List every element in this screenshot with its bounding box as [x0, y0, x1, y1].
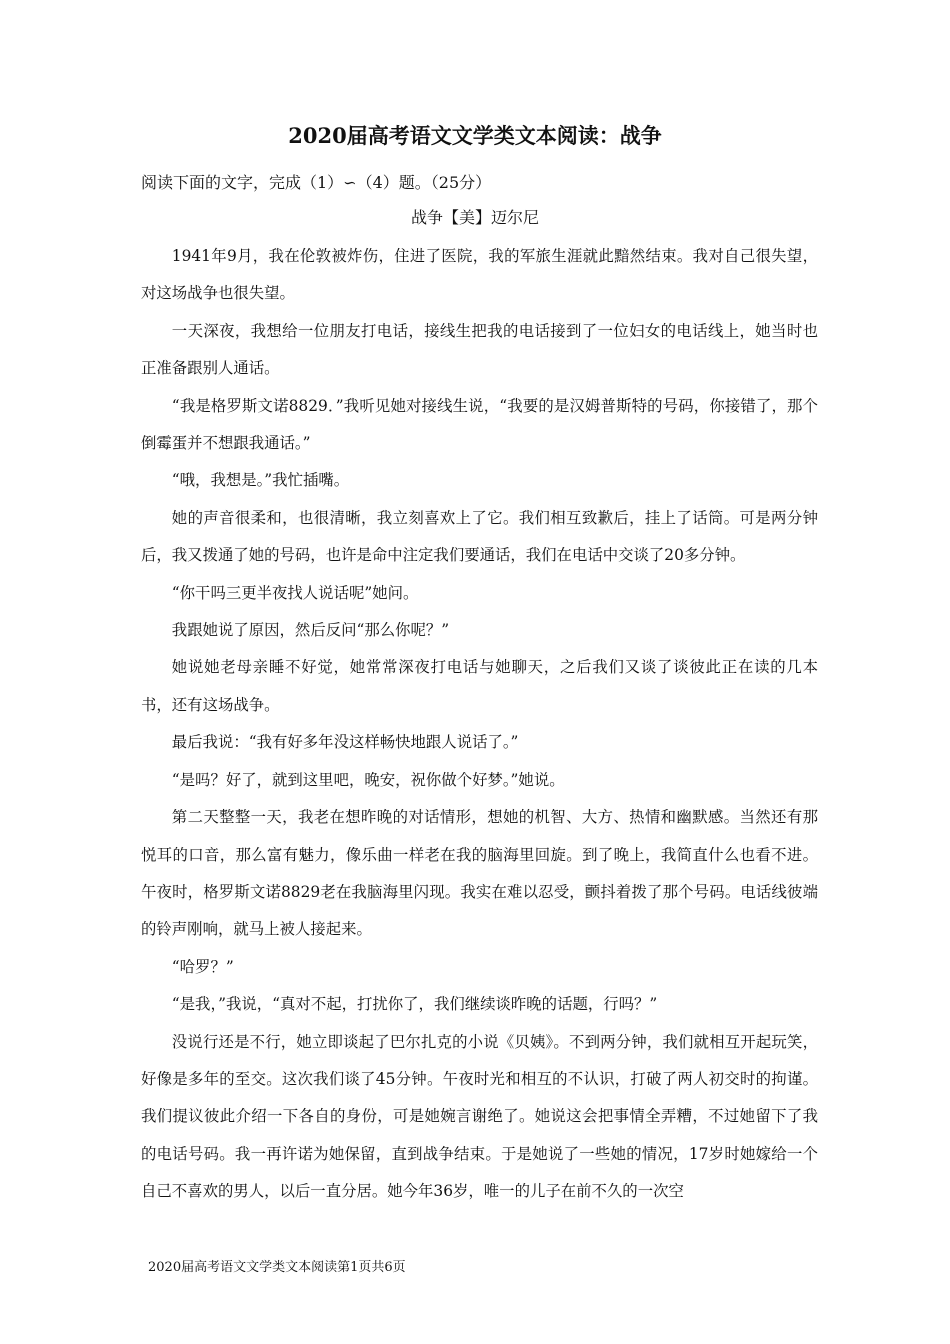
paragraph: 我跟她说了原因，然后反问“那么你呢？”	[171, 621, 450, 640]
paragraph: 一天深夜，我想给一位朋友打电话，接线生把我的电话接到了一位妇女的电话线上，她当时也正准备跟别人通话。	[141, 321, 818, 378]
paragraph: “我是格罗斯文诺8829．”我听见她对接线生说，“我要的是汉姆普斯特的号码，你接错了，那个倒霉蛋并不想跟我通话。”	[141, 396, 818, 453]
page-footer: 2020届高考语文文学类文本阅读第1页共6页	[148, 1260, 406, 1275]
page-title: 2020届高考语文文学类文本阅读：战争	[288, 123, 662, 148]
paragraph: 1941年9月，我在伦敦被炸伤，住进了医院，我的军旅生涯就此黯然结束。我对自己很失望，对这场战争也很失望。	[141, 247, 818, 303]
story-body	[141, 238, 818, 1211]
paragraph: 她说她老母亲睡不好觉，她常常深夜打电话与她聊天，之后我们又谈了谈彼此正在读的几本书，还有这场战争。	[141, 658, 818, 714]
paragraph: “哈罗？”	[171, 957, 234, 976]
instruction-text: 阅读下面的文字，完成（1）∽（4）题。（25分）	[141, 173, 492, 192]
paragraph: 她的声音很柔和，也很清晰，我立刻喜欢上了它。我们相互致歉后，挂上了话筒。可是两分钟后，我又拨通了她的号码，也许是命中注定我们要通话，我们在电话中交谈了20多分钟。	[141, 508, 818, 565]
paragraph: “是我，”我说，“真对不起，打扰你了，我们继续谈昨晚的话题，行吗？”	[171, 995, 658, 1014]
paragraph: 最后我说：“我有好多年没这样畅快地跟人说话了。”	[171, 733, 519, 752]
paragraph: 没说行还是不行，她立即谈起了巴尔扎克的小说《贝姨》。不到两分钟，我们就相互开起玩笑，好像是多年的至交。这次我们谈了45分钟。午夜时光和相互的不认识，打破了两人初交时的拘谨。我们提议彼此介绍一下各自的身份，可是她婉言谢绝了。她说这会把事情全弄糟，不过她留下了我的电话号码。我一再许诺为她保留，直到战争结束。于是她说了一些她的情况，17岁时她嫁给一个自己不喜欢的男人，以后一直分居。她今年36岁，唯一的儿子在前不久的一次空	[141, 1032, 818, 1201]
paragraph: “是吗？好了，就到这里吧，晚安，祝你做个好梦。”她说。	[171, 770, 565, 789]
paragraph: “你干吗三更半夜找人说话呢”她问。	[171, 583, 419, 602]
paragraph: “哦，我想是。”我忙插嘴。	[171, 471, 350, 490]
story-title-author: 战争【美】迈尔尼	[410, 208, 539, 227]
paragraph: 第二天整整一天，我老在想昨晚的对话情形，想她的机智、大方、热情和幽默感。当然还有那悦耳的口音，那么富有魅力，像乐曲一样老在我的脑海里回旋。到了晚上，我简直什么也看不进。午夜时，格罗斯文诺8829老在我脑海里闪现。我实在难以忍受，颤抖着拨了那个号码。电话线彼端的铃声刚响，就马上被人接起来。	[141, 808, 818, 939]
